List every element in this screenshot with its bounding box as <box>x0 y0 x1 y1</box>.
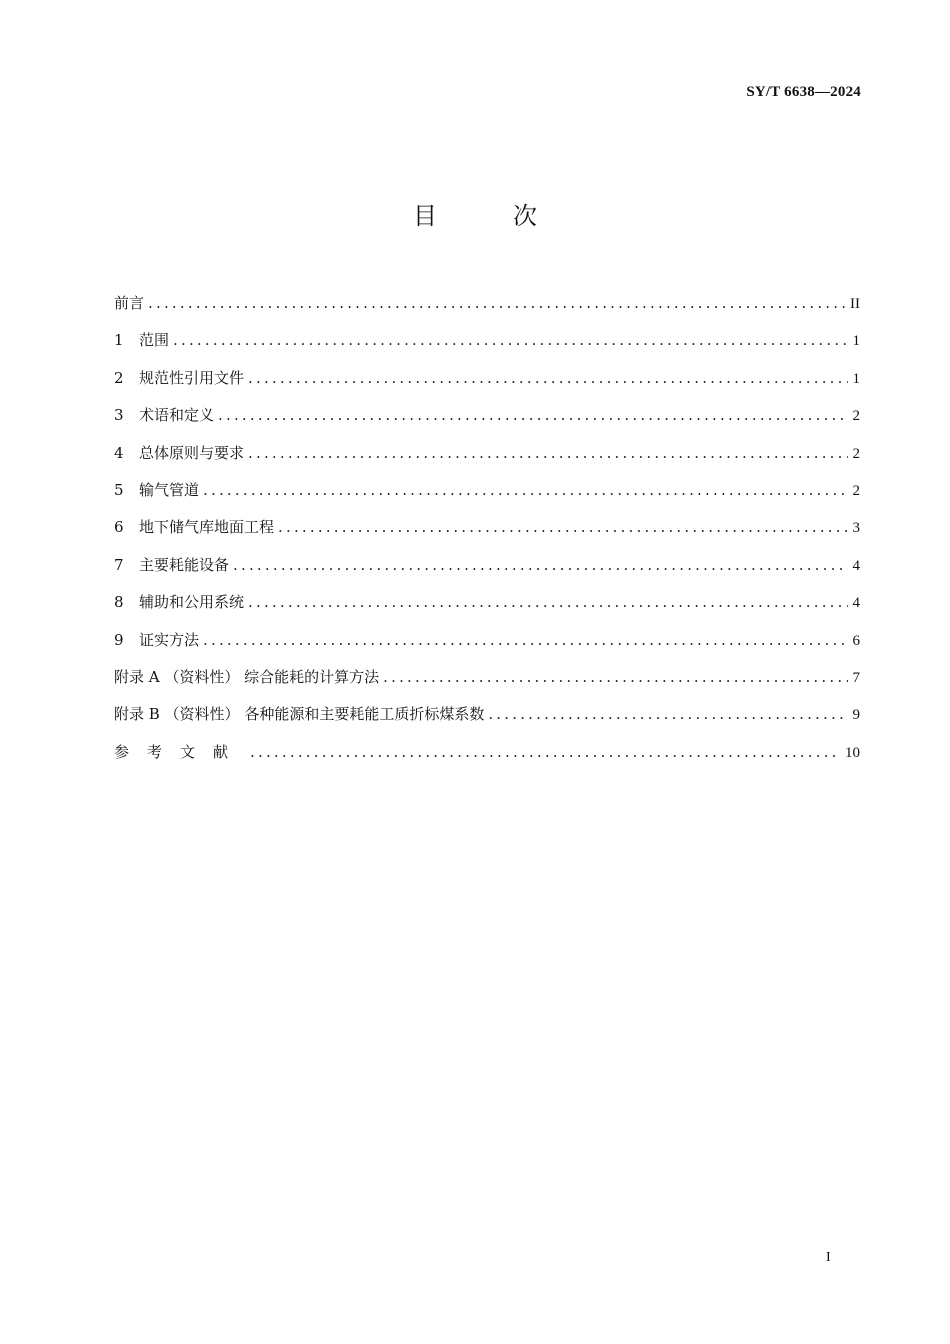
toc-leader-dots <box>218 406 848 424</box>
toc-leader-dots <box>173 331 848 349</box>
toc-leader-dots <box>203 481 848 499</box>
toc-leader-dots <box>248 593 848 611</box>
toc-entry-number: 4 <box>114 443 124 462</box>
toc-leader-dots <box>248 444 848 462</box>
toc-entry-page: 9 <box>852 707 860 724</box>
toc-entry-page: 7 <box>852 669 860 686</box>
toc-entry-6[interactable] <box>114 516 860 553</box>
toc-entry-label: 地下储气库地面工程 <box>139 518 275 537</box>
toc-leader-dots <box>278 518 848 536</box>
toc-entry-number: 5 <box>114 480 124 499</box>
toc-entry-label: 证实方法 <box>139 630 200 649</box>
toc-leader-dots <box>148 294 846 312</box>
toc-entry-number: 3 <box>114 406 124 425</box>
toc-list <box>114 292 860 778</box>
toc-entry-appendix-a[interactable] <box>114 666 860 703</box>
toc-leader-dots <box>203 631 848 649</box>
toc-entry-number: 9 <box>114 630 124 649</box>
toc-leader-dots <box>248 369 848 387</box>
toc-entry-label: 术语和定义 <box>139 406 215 425</box>
toc-entry-page: 2 <box>852 445 860 462</box>
toc-entry-appendix-b[interactable] <box>114 703 860 740</box>
toc-entry-number: 6 <box>114 518 124 537</box>
toc-leader-dots <box>250 743 841 761</box>
toc-entry-foreword[interactable] <box>114 292 860 329</box>
toc-entry-7[interactable] <box>114 554 860 591</box>
toc-entry-label: 输气管道 <box>139 480 200 499</box>
toc-title: 目次 <box>413 202 613 230</box>
toc-entry-label: 附录 A （资料性） 综合能耗的计算方法 <box>114 667 380 686</box>
toc-entry-bibliography[interactable] <box>114 741 860 778</box>
toc-entry-page: 1 <box>852 333 860 350</box>
toc-entry-page: 2 <box>852 482 860 499</box>
toc-entry-4[interactable] <box>114 442 860 479</box>
toc-entry-9[interactable] <box>114 629 860 666</box>
toc-entry-page: 4 <box>852 595 860 612</box>
toc-entry-8[interactable] <box>114 591 860 628</box>
toc-entry-number: 2 <box>114 368 124 387</box>
toc-entry-label: 规范性引用文件 <box>139 368 245 387</box>
toc-leader-dots <box>233 556 848 574</box>
toc-entry-label: 总体原则与要求 <box>139 443 245 462</box>
toc-entry-number: 8 <box>114 593 124 612</box>
toc-leader-dots <box>383 668 848 686</box>
toc-entry-1[interactable] <box>114 329 860 366</box>
toc-entry-page: 2 <box>852 408 860 425</box>
toc-entry-label: 附录 B （资料性） 各种能源和主要耗能工质折标煤系数 <box>114 705 485 724</box>
toc-entry-page: 6 <box>852 632 860 649</box>
toc-entry-label: 主要耗能设备 <box>139 555 230 574</box>
toc-entry-page: II <box>850 296 860 312</box>
page-number: I <box>826 1250 831 1265</box>
toc-entry-2[interactable] <box>114 367 860 404</box>
toc-entry-3[interactable] <box>114 404 860 441</box>
toc-entry-number: 7 <box>114 555 124 574</box>
toc-entry-label: 前言 <box>114 294 145 312</box>
toc-entry-page: 3 <box>852 520 860 537</box>
toc-entry-number: 1 <box>114 331 124 350</box>
toc-entry-page: 4 <box>852 557 860 574</box>
toc-entry-5[interactable] <box>114 479 860 516</box>
toc-entry-page: 10 <box>845 744 860 761</box>
toc-entry-label: 范围 <box>139 331 170 350</box>
toc-entry-label: 参考文献 <box>114 742 247 761</box>
toc-entry-label: 辅助和公用系统 <box>139 593 245 612</box>
toc-leader-dots <box>488 705 848 723</box>
document-code: SY/T 6638—2024 <box>746 84 861 100</box>
toc-entry-page: 1 <box>852 370 860 387</box>
